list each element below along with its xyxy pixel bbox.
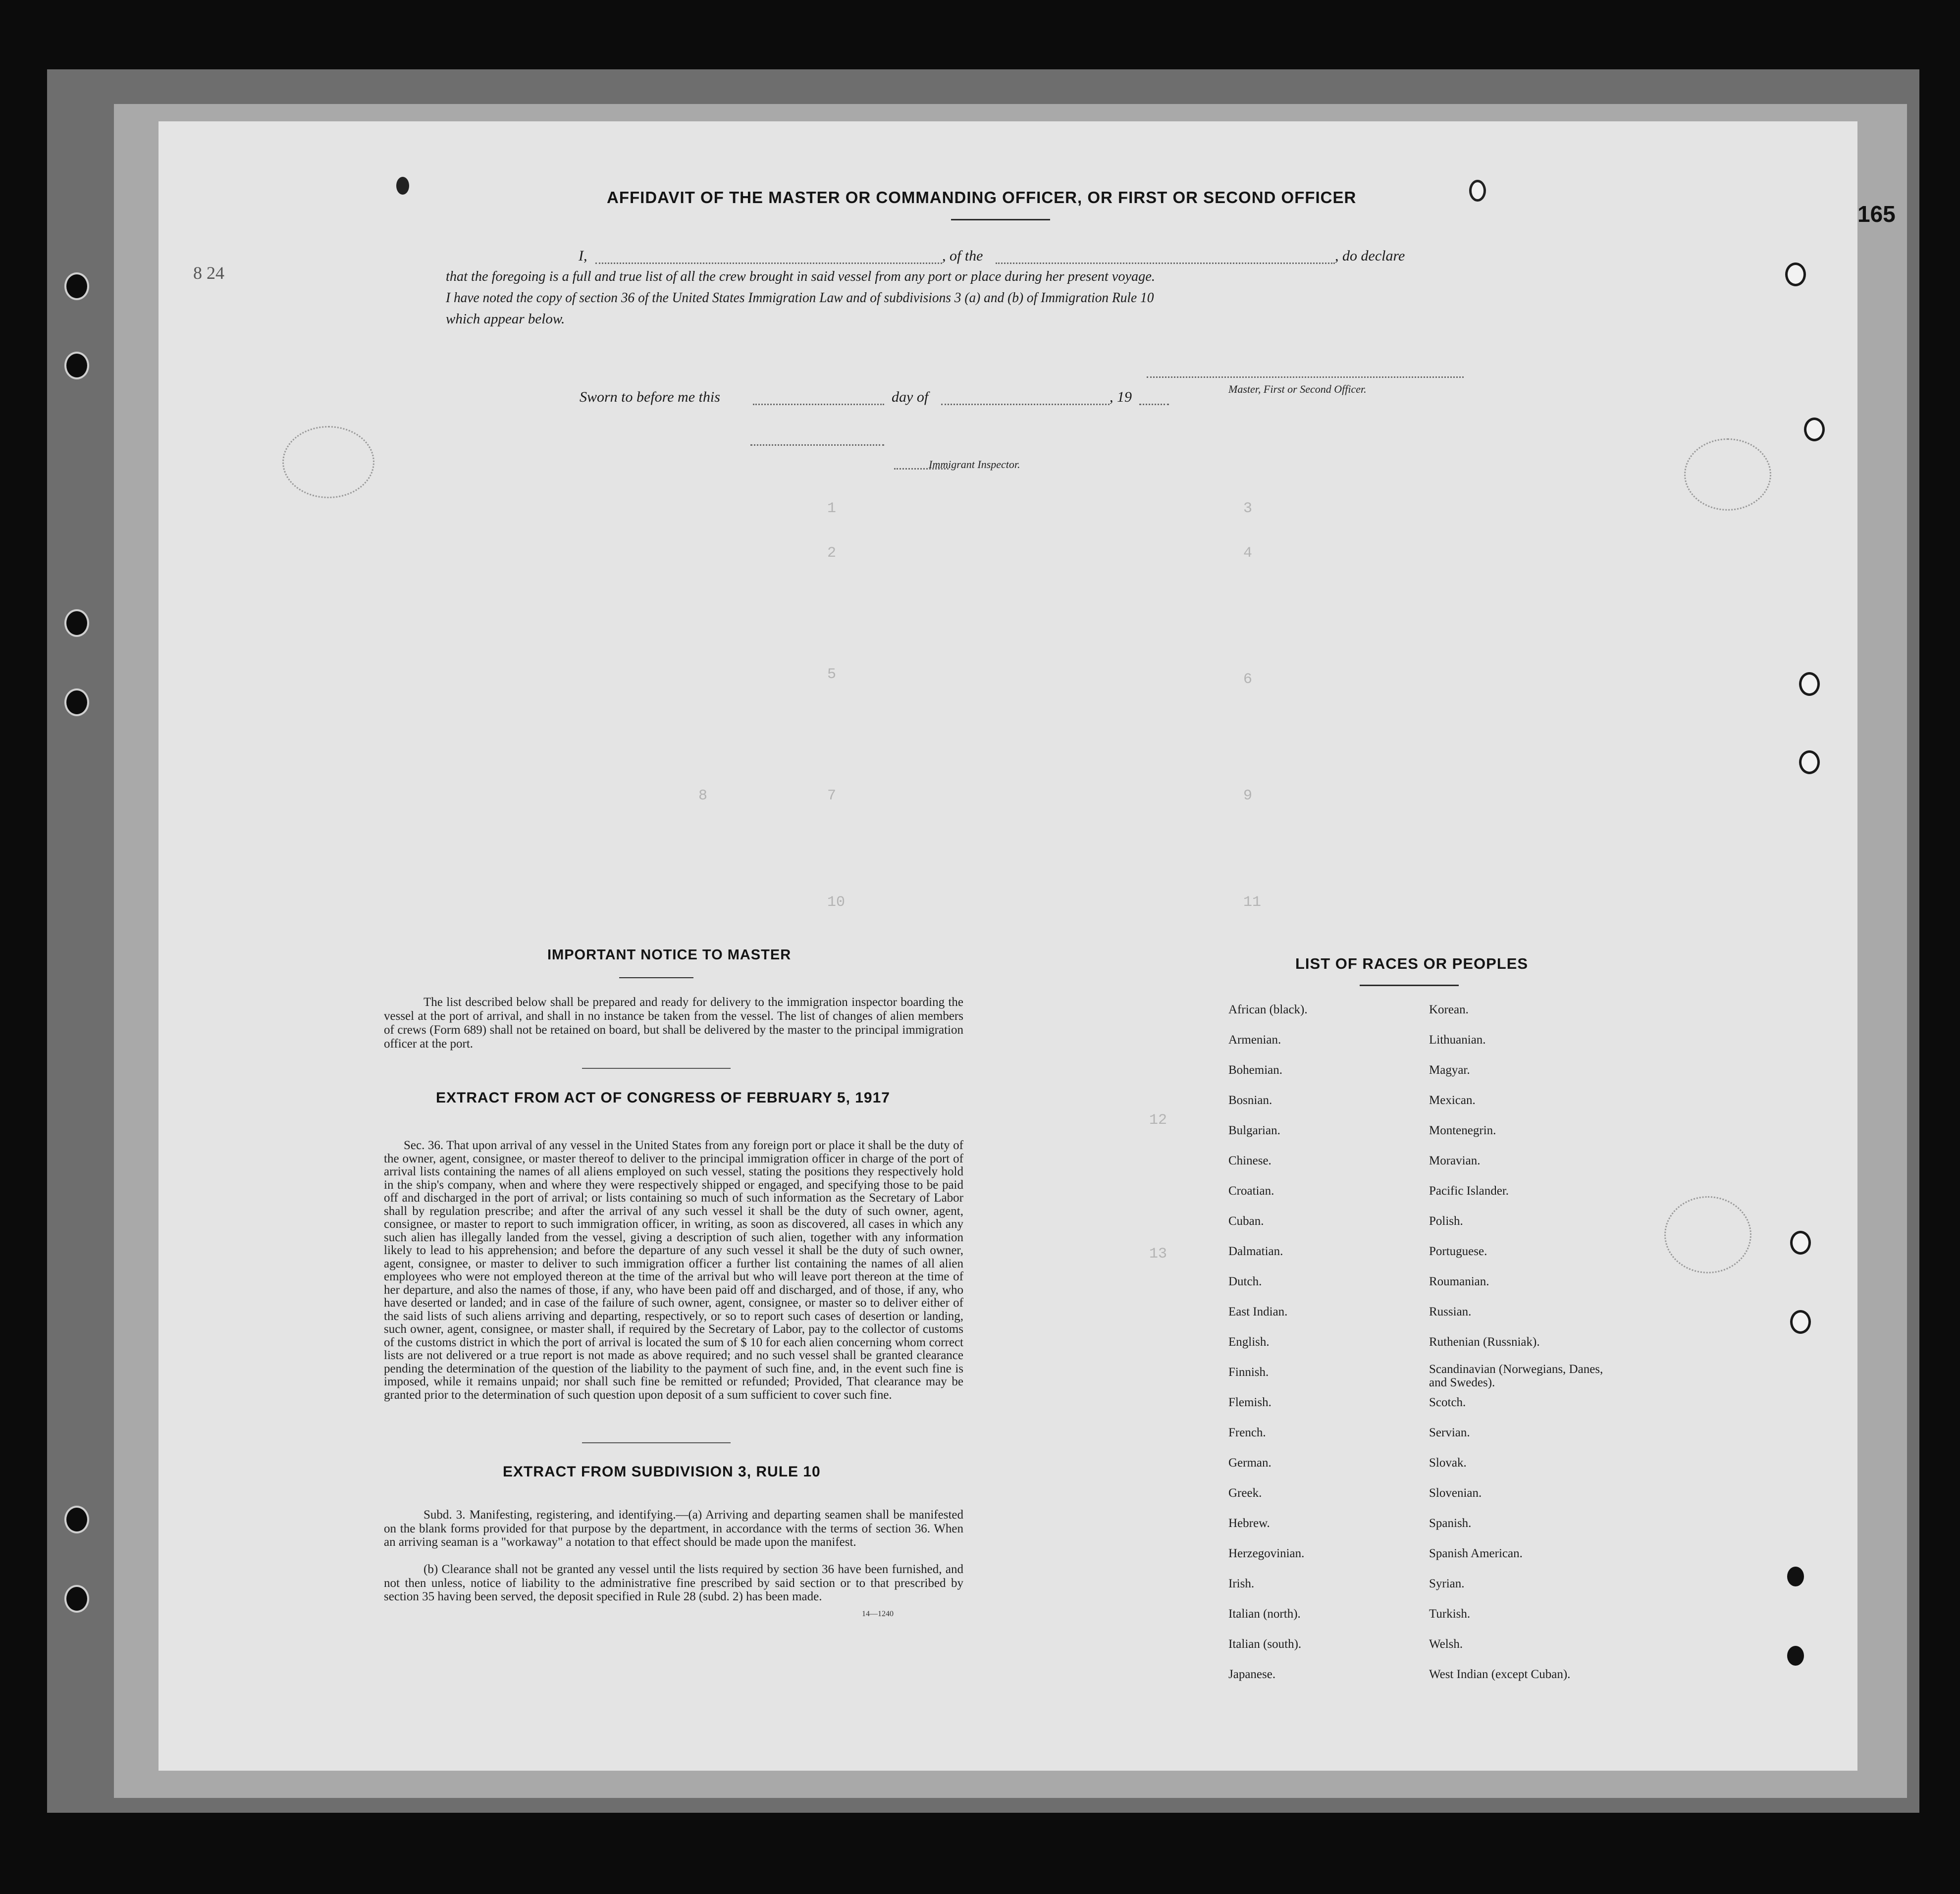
ring-hole-icon <box>1787 1646 1804 1666</box>
divider <box>951 219 1050 220</box>
ghost-mark: 9 <box>1243 788 1253 804</box>
race-item: Servian. <box>1429 1426 1470 1439</box>
ring-hole-icon <box>1787 1567 1804 1586</box>
sworn-day-blank <box>753 404 884 405</box>
ghost-mark: 3 <box>1243 500 1253 517</box>
race-item: Montenegrin. <box>1429 1124 1496 1137</box>
race-item: Lithuanian. <box>1429 1033 1486 1047</box>
ring-hole-icon <box>1799 750 1820 774</box>
corner-mark: 8 24 <box>193 263 224 283</box>
ring-hole-icon <box>1790 1310 1811 1334</box>
declare-label: , do declare <box>1335 248 1405 264</box>
punch-hole-icon <box>64 272 89 300</box>
race-item: Bulgarian. <box>1228 1124 1280 1137</box>
race-item: Croatian. <box>1228 1184 1274 1198</box>
race-item: Turkish. <box>1429 1607 1471 1621</box>
race-item: Hebrew. <box>1228 1517 1270 1530</box>
divider <box>582 1068 731 1069</box>
race-item: Portuguese. <box>1429 1245 1487 1258</box>
race-item: German. <box>1228 1456 1271 1470</box>
ring-hole-icon <box>1785 263 1806 286</box>
inspector-signature-line <box>750 444 884 446</box>
race-item: Greek. <box>1228 1486 1262 1500</box>
race-item: East Indian. <box>1228 1305 1288 1318</box>
ghost-mark: 11 <box>1243 894 1262 911</box>
rule-paragraph-b: (b) Clearance shall not be granted any vessel until the lists required by section 36 have been furnished, and not then unless, notice of liability to the administrative fine prescribed by said section or to that prescribed by section 35 having been served, the deposit specified in Rule 28 (subd. 2) has been made. <box>384 1563 963 1603</box>
race-item: Pacific Islander. <box>1429 1184 1509 1198</box>
stamp-mark <box>1664 1196 1751 1273</box>
race-item: Bosnian. <box>1228 1094 1272 1107</box>
declarant-label: I, <box>579 248 587 264</box>
ring-hole-icon <box>1804 418 1825 441</box>
ghost-mark: 12 <box>1149 1112 1167 1129</box>
race-item: Scotch. <box>1429 1396 1466 1409</box>
divider <box>1360 985 1459 986</box>
ghost-mark: 6 <box>1243 671 1253 688</box>
signer-label: Master, First or Second Officer. <box>1228 383 1367 395</box>
stamp-mark <box>282 426 374 498</box>
race-item: Roumanian. <box>1429 1275 1489 1288</box>
race-item: Korean. <box>1429 1003 1469 1016</box>
ring-hole-icon <box>1469 180 1486 202</box>
race-item: Moravian. <box>1429 1154 1481 1167</box>
vessel-blank <box>996 263 1335 264</box>
ring-hole-icon <box>1799 672 1820 696</box>
sworn-year-blank <box>1139 404 1169 405</box>
act-text: Sec. 36. That upon arrival of any vessel in the United States from any foreign port or place it shall be the duty of the owner, agent, consignee, or master thereof to deliver to the principal immigration officer in charge of the port of arrival lists containing the names of all aliens employed on such vessel, stating the positions they respectively hold in the ship's company, when and where they were respectively shipped or engaged, and specifying those to be paid off and discharged in the port of arrival; or lists containing so much of such information as the Secretary of Labor shall by regulation prescribe; and after the arrival of any such vessel it shall be the duty of such owner, agent, consignee, or master to report to such immigration officer, in writing, as soon as discovered, all cases in which any such alien has illegally landed from the vessel, giving a description of such alien, together with any information likely to lead to his apprehension; and before the departure of any such vessel it shall be the duty of such owner, agent, consignee, or master to deliver to such immigration officer a further list containing the names of all alien employees who were not employed thereon at the time of the arrival but who will leave port thereon at the time of her departure, and also the names of those, if any, who have been paid off and discharged, and of those, if any, who have deserted or landed; and in case of the failure of such owner, agent, consignee, or master so to deliver either of the said lists of such aliens arriving and departing, respectively, or so to report such cases of desertion or landing, such owner, agent, consignee, or master shall, if required by the Secretary of Labor, pay to the collector of customs of the customs district in which the port of arrival is located the sum of $ 10 for each alien concerning whom correct lists are not delivered or a true report is not made as above required; and no such vessel shall be granted clearance pending the determination of the question of the liability to the payment of such fine, and, in the event such fine is imposed, while it remains unpaid; nor shall such fine be remitted or refunded; Provided, That clearance may be granted prior to the determination of such question upon deposit of a sum sufficient to cover such fine. <box>384 1139 963 1402</box>
rule-paragraph-a: Subd. 3. Manifesting, registering, and identifying.—(a) Arriving and departing seamen shall be manifested on the blank forms provided for that purpose by the department, in accordance with the terms of section 36. When an arriving seaman is a "workaway" a notation to that effect should be made upon the manifest. <box>384 1508 963 1549</box>
race-item: English. <box>1228 1335 1270 1349</box>
ghost-mark: 4 <box>1243 545 1253 562</box>
punch-hole-icon <box>64 1585 89 1613</box>
ghost-mark: 8 <box>698 788 708 804</box>
affidavit-line-4: which appear below. <box>446 311 565 327</box>
race-item: Irish. <box>1228 1577 1255 1590</box>
race-item: Finnish. <box>1228 1366 1269 1379</box>
race-item: Bohemian. <box>1228 1063 1283 1077</box>
race-item: Ruthenian (Russniak). <box>1429 1335 1540 1349</box>
form-number: 14—1240 <box>862 1610 894 1618</box>
race-item: Spanish American. <box>1429 1547 1523 1560</box>
inspector-label: Immigrant Inspector. <box>929 458 1020 471</box>
race-item: Cuban. <box>1228 1214 1264 1228</box>
ghost-mark: 5 <box>827 666 837 683</box>
ring-hole-icon <box>396 177 409 195</box>
notice-title: IMPORTANT NOTICE TO MASTER <box>547 947 792 963</box>
divider <box>582 1442 731 1443</box>
race-item: Magyar. <box>1429 1063 1470 1077</box>
stamp-mark <box>1684 438 1771 511</box>
of-the-label: , of the <box>942 248 983 264</box>
punch-hole-icon <box>64 688 89 716</box>
rule-title: EXTRACT FROM SUBDIVISION 3, RULE 10 <box>503 1464 821 1480</box>
page-number: 165 <box>1857 201 1896 227</box>
race-item: Japanese. <box>1228 1668 1276 1681</box>
race-item: Dalmatian. <box>1228 1245 1283 1258</box>
ghost-mark: 7 <box>827 788 837 804</box>
ghost-mark: 2 <box>827 545 837 562</box>
race-item: Syrian. <box>1429 1577 1465 1590</box>
race-item: Armenian. <box>1228 1033 1281 1047</box>
ghost-mark: 10 <box>827 894 846 911</box>
punch-hole-icon <box>64 609 89 637</box>
races-title: LIST OF RACES OR PEOPLES <box>1295 955 1529 972</box>
race-item: African (black). <box>1228 1003 1308 1016</box>
race-item: Mexican. <box>1429 1094 1476 1107</box>
race-item: Chinese. <box>1228 1154 1271 1167</box>
punch-hole-icon <box>64 352 89 379</box>
act-title: EXTRACT FROM ACT OF CONGRESS OF FEBRUARY 5, 1917 <box>436 1090 890 1106</box>
punch-hole-icon <box>64 1506 89 1533</box>
race-item: Scandinavian (Norwegians, Danes, and Swedes). <box>1429 1363 1603 1389</box>
ring-hole-icon <box>1790 1231 1811 1255</box>
notice-text: The list described below shall be prepared and ready for delivery to the immigration inspector boarding the vessel at the port of arrival, and shall in no instance be taken from the vessel. The list of changes of alien members of crews (Form 689) shall not be retained on board, but shall be delivered by the master to the principal immigration officer at the port. <box>384 996 963 1051</box>
affidavit-title: AFFIDAVIT OF THE MASTER OR COMMANDING OFFICER, OR FIRST OR SECOND OFFICER <box>607 188 1357 207</box>
ghost-mark: 1 <box>827 500 837 517</box>
affidavit-line-3: I have noted the copy of section 36 of the United States Immigration Law and of subdivisions 3 (a) and (b) of Immigration Rule 10 <box>446 290 1154 306</box>
race-item: Slovak. <box>1429 1456 1467 1470</box>
race-item: Flemish. <box>1228 1396 1271 1409</box>
race-item: French. <box>1228 1426 1266 1439</box>
race-item: Slovenian. <box>1429 1486 1482 1500</box>
sworn-prefix: Sworn to before me this <box>580 389 720 405</box>
race-item: Welsh. <box>1429 1637 1463 1651</box>
signature-line <box>1147 376 1464 378</box>
manifest-page <box>159 121 1857 1771</box>
ghost-mark: 13 <box>1149 1246 1167 1263</box>
declarant-blank <box>595 263 942 264</box>
race-item: Spanish. <box>1429 1517 1472 1530</box>
sworn-day-label: day of <box>892 389 929 405</box>
race-item: Polish. <box>1429 1214 1463 1228</box>
race-item: Herzegovinian. <box>1228 1547 1305 1560</box>
affidavit-line-2: that the foregoing is a full and true list of all the crew brought in said vessel from any port or place during her present voyage. <box>446 268 1155 284</box>
sworn-year-label: , 19 <box>1110 389 1132 405</box>
race-item: Russian. <box>1429 1305 1472 1318</box>
sworn-month-blank <box>941 404 1110 405</box>
divider <box>619 977 693 978</box>
race-item: West Indian (except Cuban). <box>1429 1668 1571 1681</box>
race-item: Italian (north). <box>1228 1607 1301 1621</box>
race-item: Italian (south). <box>1228 1637 1302 1651</box>
race-item: Dutch. <box>1228 1275 1262 1288</box>
